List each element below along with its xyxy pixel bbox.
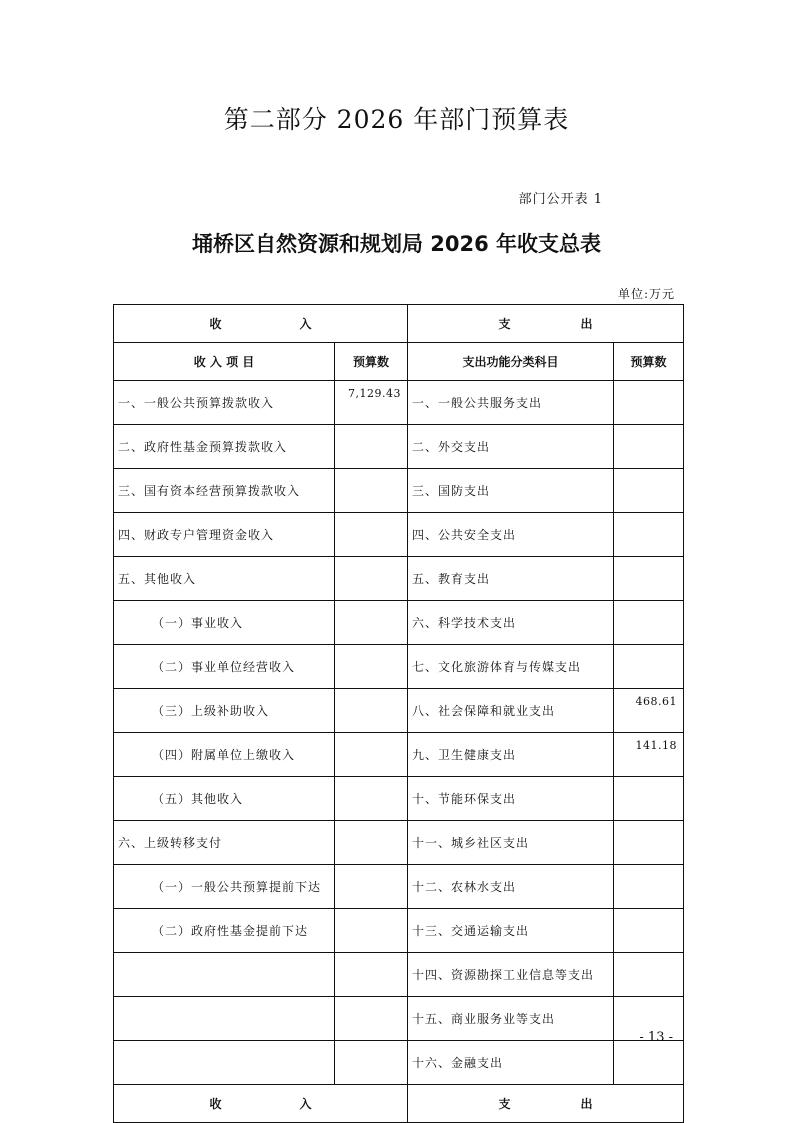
footer-row xyxy=(114,1085,684,1123)
table-title: 埇桥区自然资源和规划局 2026 年收支总表 xyxy=(191,232,602,256)
budget-summary-table xyxy=(113,304,684,1123)
income-value-cell: 7,129.43 xyxy=(335,381,408,425)
income-item-cell: 五、其他收入 xyxy=(114,557,335,601)
expense-budget-header: 预算数 xyxy=(614,343,684,381)
table-row xyxy=(114,777,684,821)
expense-item-header: 支出功能分类科目 xyxy=(408,343,614,381)
table-row xyxy=(114,733,684,777)
table-row xyxy=(114,513,684,557)
table-row xyxy=(114,821,684,865)
income-item-cell: 四、财政专户管理资金收入 xyxy=(114,513,335,557)
expense-item-cell: 九、卫生健康支出 xyxy=(408,733,614,777)
income-value-cell xyxy=(335,821,408,865)
expense-value-cell xyxy=(614,557,684,601)
expense-footer-char-1: 支 xyxy=(498,1097,511,1111)
section-header-row xyxy=(114,305,684,343)
expense-item-cell: 八、社会保障和就业支出 xyxy=(408,689,614,733)
income-item-cell: （四）附属单位上缴收入 xyxy=(114,733,335,777)
income-footer xyxy=(114,1085,408,1123)
expense-item-cell: 二、外交支出 xyxy=(408,425,614,469)
income-item-cell: （一）一般公共预算提前下达 xyxy=(114,865,335,909)
income-item-cell: （一）事业收入 xyxy=(114,601,335,645)
income-value-cell xyxy=(335,997,408,1041)
table-row xyxy=(114,1041,684,1085)
income-item-cell: 三、国有资本经营预算拨款收入 xyxy=(114,469,335,513)
table-row xyxy=(114,909,684,953)
income-value-cell xyxy=(335,601,408,645)
income-value-cell xyxy=(335,469,408,513)
income-item-cell: （五）其他收入 xyxy=(114,777,335,821)
income-header-char-2: 入 xyxy=(299,317,312,331)
income-item-cell: 一、一般公共预算拨款收入 xyxy=(114,381,335,425)
income-value-cell xyxy=(335,1041,408,1085)
income-value-cell xyxy=(335,909,408,953)
table-row xyxy=(114,469,684,513)
expense-item-cell: 十三、交通运输支出 xyxy=(408,909,614,953)
expense-item-cell: 三、国防支出 xyxy=(408,469,614,513)
expense-section-header xyxy=(408,305,684,343)
income-header-char-1: 收 xyxy=(209,317,222,331)
expense-value-cell: 141.18 xyxy=(614,733,684,777)
part-title: 第二部分 2026 年部门预算表 xyxy=(223,105,570,134)
income-budget-header: 预算数 xyxy=(335,343,408,381)
income-item-header: 收 入 项 目 xyxy=(114,343,335,381)
expense-item-cell: 五、教育支出 xyxy=(408,557,614,601)
table-row xyxy=(114,381,684,425)
expense-value-cell xyxy=(614,645,684,689)
income-section-header xyxy=(114,305,408,343)
expense-item-cell: 六、科学技术支出 xyxy=(408,601,614,645)
income-item-cell xyxy=(114,953,335,997)
expense-value-cell xyxy=(614,777,684,821)
income-value-cell xyxy=(335,865,408,909)
expense-item-cell: 十一、城乡社区支出 xyxy=(408,821,614,865)
income-item-cell: （二）事业单位经营收入 xyxy=(114,645,335,689)
expense-value-cell xyxy=(614,469,684,513)
income-item-cell xyxy=(114,1041,335,1085)
expense-value-cell xyxy=(614,909,684,953)
income-value-cell xyxy=(335,733,408,777)
income-footer-char-1: 收 xyxy=(209,1097,222,1111)
income-footer-char-2: 入 xyxy=(299,1097,312,1111)
expense-value-cell xyxy=(614,1041,684,1085)
expense-value-cell xyxy=(614,601,684,645)
income-item-cell: 六、上级转移支付 xyxy=(114,821,335,865)
table-row xyxy=(114,645,684,689)
expense-value-cell xyxy=(614,381,684,425)
table-row xyxy=(114,425,684,469)
table-number: 部门公开表 1 xyxy=(518,192,603,207)
expense-value-cell: 468.61 xyxy=(614,689,684,733)
table-row xyxy=(114,557,684,601)
expense-value-cell xyxy=(614,513,684,557)
income-value-cell xyxy=(335,557,408,601)
income-item-cell xyxy=(114,997,335,1041)
income-item-cell: （二）政府性基金提前下达 xyxy=(114,909,335,953)
income-value-cell xyxy=(335,513,408,557)
table-row xyxy=(114,953,684,997)
table-row xyxy=(114,865,684,909)
table-row xyxy=(114,601,684,645)
income-value-cell xyxy=(335,689,408,733)
expense-item-cell: 十二、农林水支出 xyxy=(408,865,614,909)
expense-value-cell xyxy=(614,953,684,997)
expense-item-cell: 四、公共安全支出 xyxy=(408,513,614,557)
expense-header-char-2: 出 xyxy=(580,317,593,331)
income-value-cell xyxy=(335,425,408,469)
income-value-cell xyxy=(335,645,408,689)
table-row xyxy=(114,689,684,733)
table-row xyxy=(114,997,684,1041)
expense-item-cell: 十四、资源勘探工业信息等支出 xyxy=(408,953,614,997)
income-item-cell: （三）上级补助收入 xyxy=(114,689,335,733)
income-value-cell xyxy=(335,953,408,997)
expense-value-cell xyxy=(614,425,684,469)
unit-label: 单位:万元 xyxy=(617,287,675,301)
expense-value-cell xyxy=(614,865,684,909)
expense-item-cell: 十五、商业服务业等支出 xyxy=(408,997,614,1041)
expense-header-char-1: 支 xyxy=(498,317,511,331)
expense-item-cell: 十、节能环保支出 xyxy=(408,777,614,821)
expense-footer xyxy=(408,1085,684,1123)
expense-item-cell: 十六、金融支出 xyxy=(408,1041,614,1085)
expense-value-cell xyxy=(614,821,684,865)
income-item-cell: 二、政府性基金预算拨款收入 xyxy=(114,425,335,469)
page-number: - 13 - xyxy=(639,1030,673,1045)
income-value-cell xyxy=(335,777,408,821)
column-header-row xyxy=(114,343,684,381)
expense-item-cell: 一、一般公共服务支出 xyxy=(408,381,614,425)
expense-item-cell: 七、文化旅游体育与传媒支出 xyxy=(408,645,614,689)
expense-footer-char-2: 出 xyxy=(580,1097,593,1111)
